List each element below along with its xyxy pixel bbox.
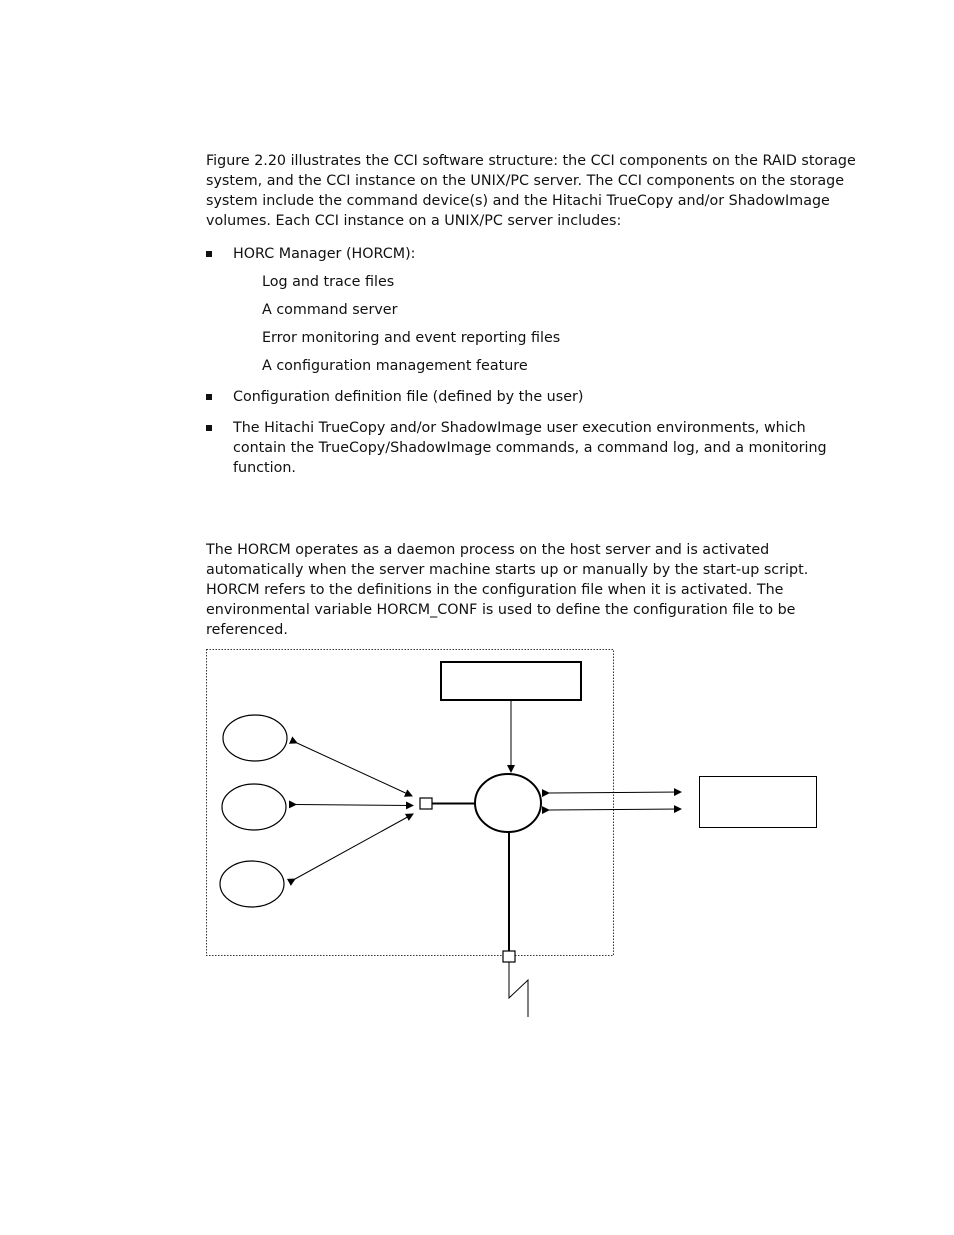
intro-paragraph: Figure 2.20 illustrates the CCI software structure: the CCI components on the RAID storage system, and the CCI instance on the UNIX/PC server. The CCI components on the storage system include the command device(s) and the Hitachi TrueCopy and/or ShadowImage volumes. Each CCI instance on a UNIX/PC server includes: (206, 153, 856, 229)
horcm-node (475, 774, 541, 832)
command-node-2 (222, 784, 286, 830)
sub-item-error-monitoring: Error monitoring and event reporting files (262, 330, 561, 346)
sub-item-log-trace: Log and trace files (262, 274, 395, 290)
command-arrow-3 (295, 814, 413, 879)
remote-horcm-box (700, 777, 817, 828)
remote-link-arrow-2 (549, 809, 681, 810)
command-node-1 (223, 715, 287, 761)
config-file-box (441, 662, 581, 700)
command-node-3 (220, 861, 284, 907)
storage-port (503, 951, 515, 962)
sub-item-config-management: A configuration management feature (262, 358, 528, 374)
bullet-label: Configuration definition file (defined by the user) (233, 389, 584, 405)
sub-item-command-server: A command server (262, 302, 398, 318)
command-port (420, 798, 432, 809)
bullet-label: The Hitachi TrueCopy and/or ShadowImage user execution environments, which contain the TrueCopy/ShadowImage commands, a command log, and a monitoring function. (233, 420, 827, 476)
bullet-label: HORC Manager (HORCM): (233, 246, 416, 262)
command-arrow-1 (297, 743, 412, 796)
storage-link-zigzag (509, 962, 528, 1017)
command-arrow-2 (296, 805, 413, 806)
remote-link-arrow-1 (549, 792, 681, 793)
host-server-boundary (207, 650, 614, 956)
horcm-paragraph: The HORCM operates as a daemon process on the host server and is activated automatically when the server machine starts up or manually by the start-up script. HORCM refers to the definitions in the configuration file when it is activated. The environmental variable HORCM_CONF is used to define the configuration file to be referenced. (206, 542, 809, 638)
